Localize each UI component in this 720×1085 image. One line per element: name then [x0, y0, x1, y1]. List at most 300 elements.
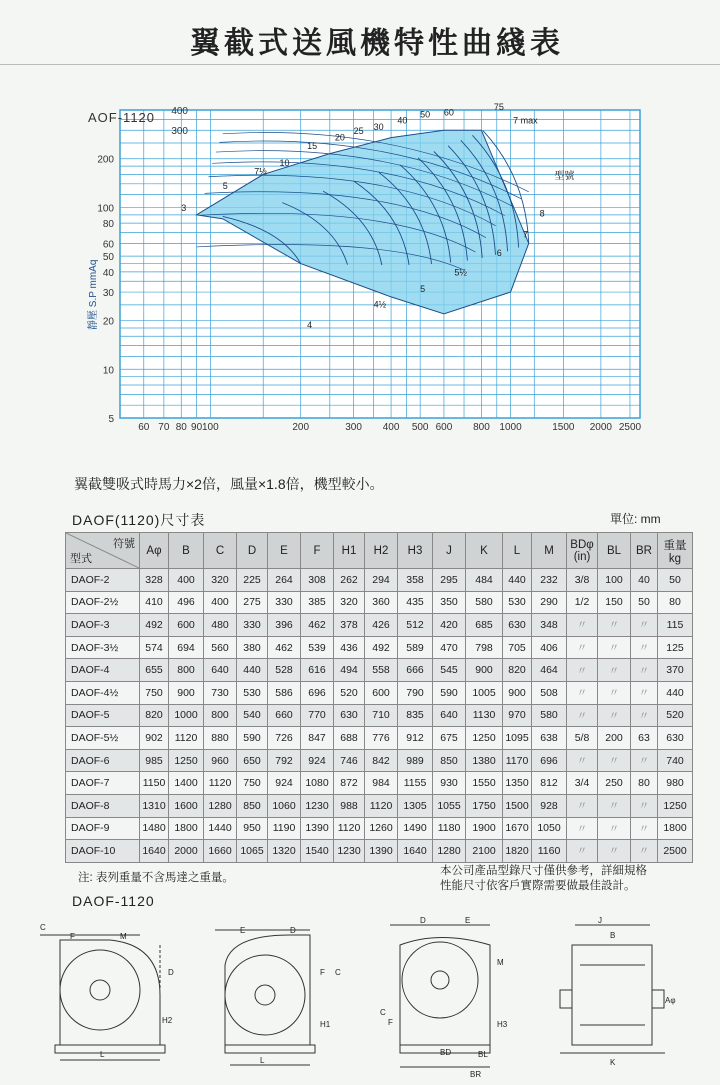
- value-cell: 1120: [365, 794, 398, 817]
- model-cell: DAOF-3½: [66, 636, 140, 659]
- value-cell: 1060: [268, 794, 301, 817]
- x-tick-label: 90: [191, 422, 203, 433]
- table-row: [66, 840, 693, 863]
- model-cell: DAOF-2: [66, 569, 140, 592]
- value-cell: 1250: [658, 794, 693, 817]
- dimension-label: L: [100, 1050, 105, 1059]
- value-cell: 545: [433, 659, 466, 682]
- model-cell: DAOF-7: [66, 772, 140, 795]
- corner-model: 型式: [70, 553, 92, 565]
- value-cell: 1230: [334, 840, 365, 863]
- value-cell: 675: [433, 727, 466, 750]
- column-header: Aφ: [140, 533, 169, 569]
- dimension-label: K: [610, 1058, 616, 1067]
- value-cell: 250: [598, 772, 631, 795]
- x-tick-label: 300: [345, 422, 362, 433]
- value-cell: 〃: [598, 681, 631, 704]
- drawing-side-view: [215, 930, 315, 1065]
- dimension-table: [65, 532, 693, 863]
- y-tick-label: 20: [102, 316, 114, 328]
- value-cell: 462: [268, 636, 301, 659]
- value-cell: 558: [365, 659, 398, 682]
- value-cell: 770: [301, 704, 334, 727]
- value-cell: 〃: [567, 681, 598, 704]
- value-cell: 950: [237, 817, 268, 840]
- disclaimer-line-2: 性能尺寸依客戶實際需要做最佳設計。: [440, 880, 636, 892]
- x-tick-label: 1500: [552, 422, 575, 433]
- value-cell: 410: [140, 591, 169, 614]
- size-label: 5½: [454, 267, 467, 278]
- value-cell: 900: [169, 681, 204, 704]
- value-cell: 726: [268, 727, 301, 750]
- value-cell: 480: [204, 614, 237, 637]
- table-row: [66, 727, 693, 750]
- value-cell: 655: [140, 659, 169, 682]
- y-tick-label: 200: [97, 154, 114, 166]
- y-tick-label: 100: [97, 203, 114, 215]
- value-cell: 560: [204, 636, 237, 659]
- value-cell: 400: [204, 591, 237, 614]
- value-cell: 〃: [567, 636, 598, 659]
- fan-drawings: [0, 905, 720, 1085]
- value-cell: 1150: [140, 772, 169, 795]
- value-cell: 630: [658, 727, 693, 750]
- dimension-label: H1: [320, 1020, 331, 1029]
- size-label: 6: [496, 248, 502, 259]
- value-cell: 900: [503, 681, 532, 704]
- dimension-label: B: [610, 931, 616, 940]
- value-cell: 1190: [268, 817, 301, 840]
- value-cell: 630: [334, 704, 365, 727]
- value-cell: 900: [466, 659, 503, 682]
- value-cell: 574: [140, 636, 169, 659]
- value-cell: 1900: [466, 817, 503, 840]
- title-divider: [0, 64, 720, 65]
- performance-chart: [0, 100, 720, 440]
- value-cell: 1800: [658, 817, 693, 840]
- value-cell: 800: [169, 659, 204, 682]
- value-cell: 1400: [169, 772, 204, 795]
- value-cell: 539: [301, 636, 334, 659]
- x-tick-label: 500: [411, 422, 429, 433]
- value-cell: 1120: [169, 727, 204, 750]
- value-cell: 590: [433, 681, 466, 704]
- value-cell: 589: [398, 636, 433, 659]
- value-cell: 1180: [433, 817, 466, 840]
- value-cell: 〃: [567, 614, 598, 637]
- value-cell: 330: [268, 591, 301, 614]
- value-cell: 776: [365, 727, 398, 750]
- dimension-label: D: [290, 926, 296, 935]
- page-title: 翼截式送風機特性曲綫表: [190, 26, 564, 61]
- value-cell: 750: [237, 772, 268, 795]
- value-cell: 〃: [631, 840, 658, 863]
- table-row: [66, 772, 693, 795]
- value-cell: 320: [334, 591, 365, 614]
- value-cell: 328: [140, 569, 169, 592]
- value-cell: 1095: [503, 727, 532, 750]
- dimension-label: J: [598, 916, 602, 925]
- power-label: 30: [373, 122, 384, 133]
- value-cell: 〃: [567, 749, 598, 772]
- power-label: 15: [307, 140, 318, 151]
- drawing-top-view: [560, 925, 665, 1053]
- value-cell: 638: [532, 727, 567, 750]
- value-cell: 〃: [631, 794, 658, 817]
- value-cell: 225: [237, 569, 268, 592]
- value-cell: 1390: [365, 840, 398, 863]
- value-cell: 685: [466, 614, 503, 637]
- table-row: [66, 591, 693, 614]
- value-cell: 746: [334, 749, 365, 772]
- value-cell: 1230: [301, 794, 334, 817]
- column-header: H1: [334, 533, 365, 569]
- value-cell: 1080: [301, 772, 334, 795]
- max-label: 7 max: [513, 115, 538, 126]
- value-cell: 40: [631, 569, 658, 592]
- column-header: L: [503, 533, 532, 569]
- dimension-label: M: [120, 932, 127, 941]
- value-cell: 928: [532, 794, 567, 817]
- size-label: 7: [522, 229, 528, 240]
- value-cell: 〃: [598, 817, 631, 840]
- drawing-title: DAOF-1120: [72, 893, 155, 909]
- value-cell: 1550: [466, 772, 503, 795]
- value-cell: 1660: [204, 840, 237, 863]
- value-cell: 440: [237, 659, 268, 682]
- size-label: 4: [307, 319, 313, 330]
- value-cell: 1065: [237, 840, 268, 863]
- value-cell: 1250: [466, 727, 503, 750]
- value-cell: 〃: [598, 614, 631, 637]
- value-cell: 〃: [631, 659, 658, 682]
- power-label: 5: [222, 180, 228, 191]
- x-tick-label: 600: [435, 422, 453, 433]
- value-cell: 370: [658, 659, 693, 682]
- value-cell: 984: [365, 772, 398, 795]
- dimension-label: F: [388, 1018, 393, 1027]
- value-cell: 705: [503, 636, 532, 659]
- value-cell: 1280: [433, 840, 466, 863]
- y-tick-label: 10: [102, 365, 114, 377]
- power-label: 60: [443, 107, 454, 118]
- table-row: [66, 636, 693, 659]
- table-row: [66, 794, 693, 817]
- dimension-label: L: [260, 1056, 265, 1065]
- model-cell: DAOF-8: [66, 794, 140, 817]
- value-cell: 484: [466, 569, 503, 592]
- power-label: 7½: [254, 166, 267, 177]
- value-cell: 420: [433, 614, 466, 637]
- value-cell: 790: [398, 681, 433, 704]
- column-header: M: [532, 533, 567, 569]
- value-cell: 902: [140, 727, 169, 750]
- dimension-label: D: [420, 916, 426, 925]
- size-label: 5: [420, 284, 426, 295]
- value-cell: 115: [658, 614, 693, 637]
- model-cell: DAOF-5½: [66, 727, 140, 750]
- y-tick-label: 400: [171, 106, 188, 117]
- value-cell: 440: [503, 569, 532, 592]
- table-row: [66, 681, 693, 704]
- dimension-label: BR: [470, 1070, 482, 1079]
- drawing-inlet-view: [390, 925, 490, 1067]
- column-header: J: [433, 533, 466, 569]
- value-cell: 1055: [433, 794, 466, 817]
- value-cell: 812: [532, 772, 567, 795]
- value-cell: 462: [301, 614, 334, 637]
- value-cell: 1600: [169, 794, 204, 817]
- value-cell: 308: [301, 569, 334, 592]
- value-cell: 540: [237, 704, 268, 727]
- value-cell: 1155: [398, 772, 433, 795]
- value-cell: 63: [631, 727, 658, 750]
- value-cell: 985: [140, 749, 169, 772]
- value-cell: 50: [658, 569, 693, 592]
- corner-symbol: 符號: [113, 538, 135, 550]
- x-tick-label: 400: [382, 422, 400, 433]
- value-cell: 1120: [204, 772, 237, 795]
- value-cell: 330: [237, 614, 268, 637]
- value-cell: 492: [140, 614, 169, 637]
- value-cell: 100: [598, 569, 631, 592]
- x-tick-label: 200: [292, 422, 310, 433]
- dimension-label: BD: [440, 1048, 452, 1057]
- dimension-label: E: [240, 926, 246, 935]
- value-cell: 640: [433, 704, 466, 727]
- model-label: 型號: [554, 170, 575, 182]
- value-cell: 1305: [398, 794, 433, 817]
- dimension-label: D: [168, 968, 174, 977]
- power-label: 25: [353, 125, 364, 136]
- value-cell: 492: [365, 636, 398, 659]
- value-cell: 〃: [567, 659, 598, 682]
- value-cell: 320: [204, 569, 237, 592]
- corner-header: [66, 533, 140, 569]
- value-cell: 630: [503, 614, 532, 637]
- value-cell: 1260: [365, 817, 398, 840]
- dimension-label: BL: [478, 1050, 488, 1059]
- value-cell: 1820: [503, 840, 532, 863]
- value-cell: 580: [532, 704, 567, 727]
- value-cell: 〃: [598, 749, 631, 772]
- power-label: 20: [334, 132, 345, 143]
- weight-footnote: 注: 表列重量不含馬達之重量。: [78, 872, 234, 884]
- value-cell: 〃: [567, 840, 598, 863]
- value-cell: 1/2: [567, 591, 598, 614]
- value-cell: 590: [237, 727, 268, 750]
- dimension-label: F: [320, 968, 325, 977]
- model-cell: DAOF-9: [66, 817, 140, 840]
- value-cell: 880: [204, 727, 237, 750]
- value-cell: 580: [466, 591, 503, 614]
- dimension-label: C: [380, 1008, 386, 1017]
- value-cell: 〃: [631, 749, 658, 772]
- value-cell: 426: [365, 614, 398, 637]
- value-cell: 378: [334, 614, 365, 637]
- y-axis-label: 靜壓 S.P mmAq: [88, 259, 99, 330]
- value-cell: 295: [433, 569, 466, 592]
- value-cell: 820: [140, 704, 169, 727]
- value-cell: 3/4: [567, 772, 598, 795]
- model-cell: DAOF-3: [66, 614, 140, 637]
- value-cell: 1440: [204, 817, 237, 840]
- value-cell: 294: [365, 569, 398, 592]
- model-cell: DAOF-10: [66, 840, 140, 863]
- value-cell: 800: [204, 704, 237, 727]
- value-cell: 666: [398, 659, 433, 682]
- value-cell: 〃: [598, 636, 631, 659]
- value-cell: 512: [398, 614, 433, 637]
- size-label: 8: [539, 208, 545, 219]
- y-tick-label: 5: [108, 414, 114, 425]
- value-cell: 1350: [503, 772, 532, 795]
- value-cell: 406: [532, 636, 567, 659]
- value-cell: 385: [301, 591, 334, 614]
- value-cell: 530: [237, 681, 268, 704]
- value-cell: 1050: [532, 817, 567, 840]
- value-cell: 496: [169, 591, 204, 614]
- value-cell: 1170: [503, 749, 532, 772]
- value-cell: 380: [237, 636, 268, 659]
- dimension-label: C: [40, 923, 46, 932]
- value-cell: 2500: [658, 840, 693, 863]
- value-cell: 792: [268, 749, 301, 772]
- value-cell: 1640: [140, 840, 169, 863]
- table-row: [66, 614, 693, 637]
- x-tick-label: 100: [202, 422, 219, 433]
- unit-label: 單位: mm: [610, 512, 661, 526]
- column-header: H2: [365, 533, 398, 569]
- value-cell: 262: [334, 569, 365, 592]
- column-header: BDφ (in): [567, 533, 598, 569]
- table-row: [66, 569, 693, 592]
- value-cell: 1670: [503, 817, 532, 840]
- column-header: K: [466, 533, 503, 569]
- value-cell: 520: [334, 681, 365, 704]
- value-cell: 850: [237, 794, 268, 817]
- dimension-label: H3: [497, 1020, 508, 1029]
- value-cell: 850: [433, 749, 466, 772]
- drawing-front-view: [40, 935, 165, 1060]
- size-label: 4½: [373, 299, 387, 310]
- value-cell: 〃: [567, 794, 598, 817]
- value-cell: 730: [204, 681, 237, 704]
- value-cell: 660: [268, 704, 301, 727]
- table-title: DAOF(1120)尺寸表: [72, 512, 206, 528]
- value-cell: 50: [631, 591, 658, 614]
- table-row: [66, 704, 693, 727]
- value-cell: 960: [204, 749, 237, 772]
- value-cell: 150: [598, 591, 631, 614]
- value-cell: 470: [433, 636, 466, 659]
- value-cell: 360: [365, 591, 398, 614]
- value-cell: 435: [398, 591, 433, 614]
- column-header: 重量 kg: [658, 533, 693, 569]
- value-cell: 750: [140, 681, 169, 704]
- table-row: [66, 749, 693, 772]
- column-header: F: [301, 533, 334, 569]
- chart-title: AOF-1120: [88, 110, 156, 125]
- power-label: 75: [493, 102, 504, 112]
- value-cell: 1310: [140, 794, 169, 817]
- model-cell: DAOF-4½: [66, 681, 140, 704]
- value-cell: 842: [365, 749, 398, 772]
- value-cell: 1320: [268, 840, 301, 863]
- value-cell: 440: [658, 681, 693, 704]
- power-label: 10: [279, 158, 290, 169]
- chart-note: 翼截雙吸式時馬力×2倍，風量×1.8倍，機型較小。: [74, 476, 384, 492]
- table-row: [66, 817, 693, 840]
- value-cell: 586: [268, 681, 301, 704]
- value-cell: 924: [268, 772, 301, 795]
- value-cell: 696: [532, 749, 567, 772]
- value-cell: 〃: [567, 817, 598, 840]
- value-cell: 1750: [466, 794, 503, 817]
- value-cell: 464: [532, 659, 567, 682]
- value-cell: 1000: [169, 704, 204, 727]
- value-cell: 400: [169, 569, 204, 592]
- value-cell: 494: [334, 659, 365, 682]
- value-cell: 〃: [631, 817, 658, 840]
- value-cell: 2000: [169, 840, 204, 863]
- x-tick-label: 800: [473, 422, 490, 433]
- value-cell: 2100: [466, 840, 503, 863]
- value-cell: 696: [301, 681, 334, 704]
- value-cell: 847: [301, 727, 334, 750]
- column-header: H3: [398, 533, 433, 569]
- x-tick-label: 1000: [499, 422, 522, 433]
- value-cell: 〃: [631, 681, 658, 704]
- value-cell: 1540: [301, 840, 334, 863]
- value-cell: 650: [237, 749, 268, 772]
- power-label: 50: [420, 109, 431, 120]
- value-cell: 872: [334, 772, 365, 795]
- value-cell: 1640: [398, 840, 433, 863]
- dimension-label: H2: [162, 1016, 173, 1025]
- value-cell: 508: [532, 681, 567, 704]
- column-header: BR: [631, 533, 658, 569]
- value-cell: 〃: [567, 704, 598, 727]
- y-tick-label: 80: [102, 219, 114, 231]
- value-cell: 1280: [204, 794, 237, 817]
- value-cell: 80: [658, 591, 693, 614]
- model-cell: DAOF-4: [66, 659, 140, 682]
- value-cell: 396: [268, 614, 301, 637]
- value-cell: 〃: [598, 659, 631, 682]
- value-cell: 〃: [598, 794, 631, 817]
- value-cell: 〃: [598, 840, 631, 863]
- dimension-label: C: [335, 968, 341, 977]
- value-cell: 5/8: [567, 727, 598, 750]
- dimension-label: Aφ: [665, 996, 676, 1005]
- value-cell: 912: [398, 727, 433, 750]
- value-cell: 530: [503, 591, 532, 614]
- value-cell: 275: [237, 591, 268, 614]
- value-cell: 600: [365, 681, 398, 704]
- dimension-label: E: [465, 916, 471, 925]
- y-tick-label: 50: [102, 252, 114, 264]
- value-cell: 1250: [169, 749, 204, 772]
- value-cell: 264: [268, 569, 301, 592]
- value-cell: 989: [398, 749, 433, 772]
- x-tick-label: 60: [138, 422, 150, 433]
- value-cell: 〃: [631, 704, 658, 727]
- value-cell: 1390: [301, 817, 334, 840]
- y-tick-label: 60: [102, 239, 114, 251]
- value-cell: 1480: [140, 817, 169, 840]
- value-cell: 125: [658, 636, 693, 659]
